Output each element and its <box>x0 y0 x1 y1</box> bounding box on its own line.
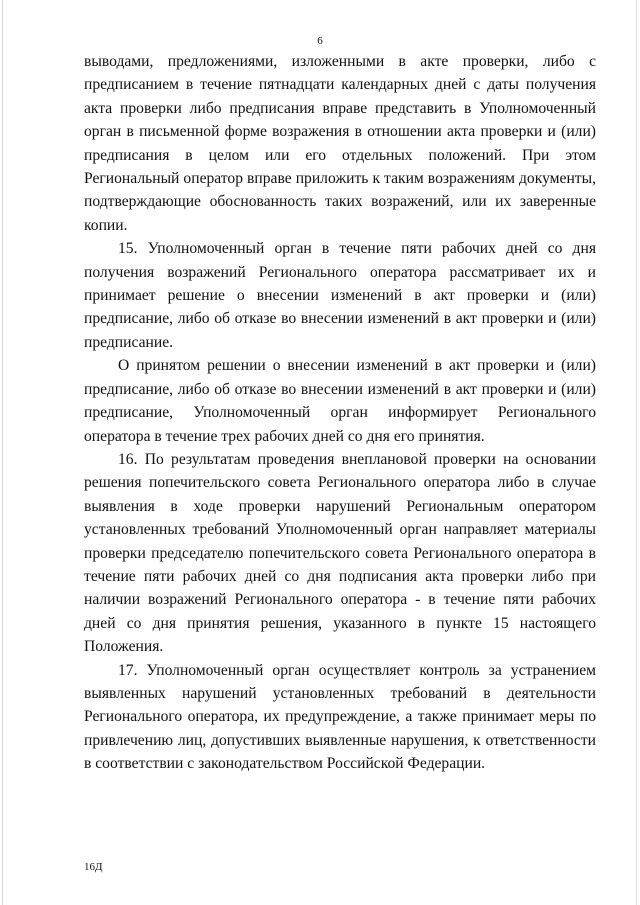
paragraph-continuation: выводами, предложениями, изложенными в акте проверки, либо с предписанием в течение пятнадцати календарных дней с даты получения акта проверки либо предписания вправе представить в Уполномоченный орган в письменной форме возражения в отношении акта проверки и (или) предписания в целом или его отдельных положений. При этом Региональный оператор вправе приложить к таким возражениям документы, подтверждающие обоснованность таких возражений, или их заверенные копии. <box>84 53 596 234</box>
page-number: 6 <box>317 35 323 47</box>
page-left-edge <box>2 0 3 905</box>
paragraph-item-15: 15. Уполномоченный орган в течение пяти рабочих дней со дня получения возражений Регионального оператора рассматривает их и принимает решение о внесении изменений в акт проверки и (или) предписание, либо об отказе во внесении изменений в акт проверки и (или) предписание. <box>84 240 596 351</box>
footer-code: 16Д <box>84 861 103 873</box>
document-body <box>84 50 596 776</box>
paragraph-item-16: 16. По результатам проведения внеплановой проверки на основании решения попечительского совета Регионального оператора либо в случае выявления в ходе проверки нарушений Региональным оператором установленных требований Уполномоченный орган направляет материалы проверки председателю попечительского совета Регионального оператора в течение пяти рабочих дней со дня подписания акта проверки либо при наличии возражений Регионального оператора - в течение пяти рабочих дней со дня принятия решения, указанного в пункте 15 настоящего Положения. <box>84 450 596 656</box>
page-right-edge <box>636 0 637 905</box>
paragraph-item-15-notice: О принятом решении о внесении изменений в акт проверки и (или) предписание, либо об отказе во внесении изменений в акт проверки и (или) предписание, Уполномоченный орган информирует Регионального оператора в течение трех рабочих дней со дня его принятия. <box>84 357 596 445</box>
paragraph-item-17: 17. Уполномоченный орган осуществляет контроль за устранением выявленных нарушений установленных требований в деятельности Регионального оператора, их предупреждение, а также принимает меры по привлечению лиц, допустивших выявленные нарушения, к ответственности в соответствии с законодательством Российской Федерации. <box>84 661 596 773</box>
